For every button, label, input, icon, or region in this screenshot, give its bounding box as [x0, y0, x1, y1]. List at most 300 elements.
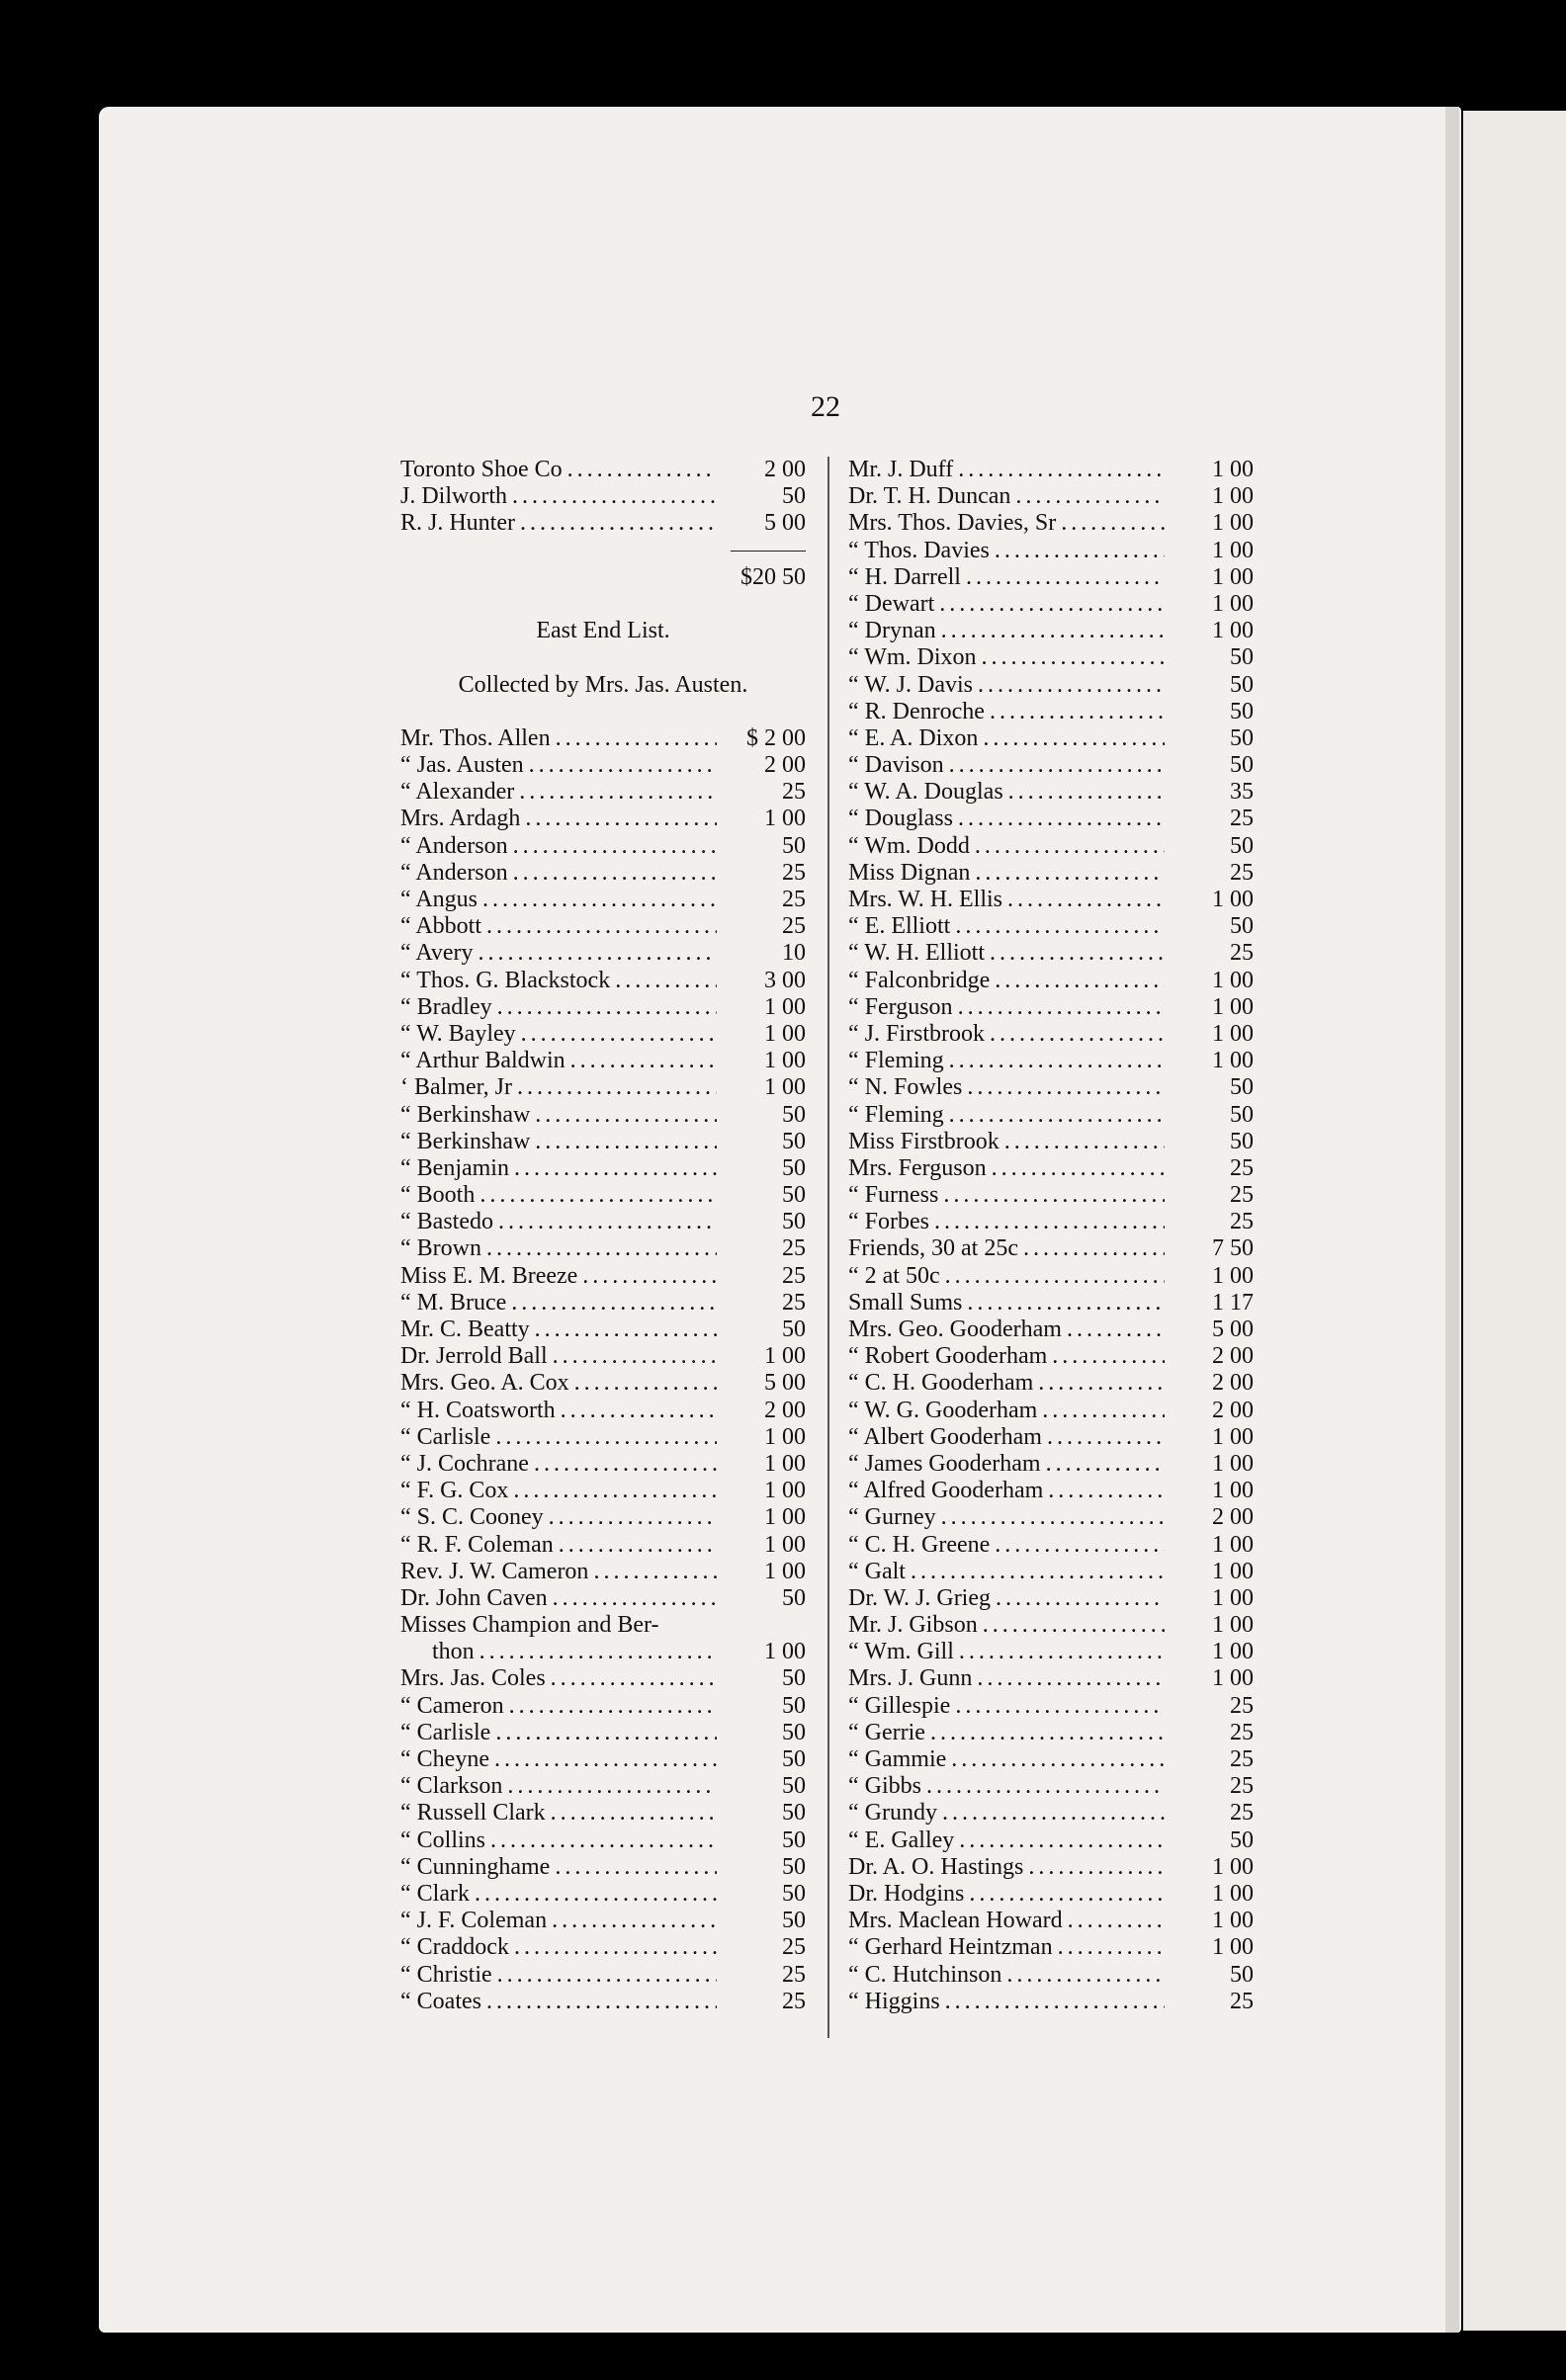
entry-name: “ Cunninghame . . . — [400, 1854, 717, 1881]
entry-amount: 50 — [782, 1827, 806, 1853]
entry-amount: 25 — [1230, 1719, 1254, 1745]
entry-name: “ F. G. Cox . . . — [400, 1478, 717, 1504]
entry-name: Rev. J. W. Cameron . . . — [400, 1559, 717, 1585]
entry-amount: 1 00 — [764, 993, 806, 1020]
entry-name: “ W. G. Gooderham . . . — [848, 1398, 1165, 1424]
entry-amount: 25 — [1230, 1154, 1254, 1181]
list-item — [848, 1048, 1254, 1074]
list-item — [400, 1828, 806, 1854]
entry-amount: 50 — [1230, 1961, 1254, 1988]
total-rule — [731, 551, 806, 552]
entry-amount: 25 — [782, 1289, 806, 1316]
entry-amount: 1 00 — [1212, 993, 1254, 1020]
entry-amount: 25 — [1230, 940, 1254, 967]
entry-name: “ James Gooderham . . . — [848, 1451, 1165, 1478]
list-item — [848, 725, 1254, 752]
entry-name: Dr. A. O. Hastings . . . — [848, 1854, 1165, 1881]
entry-amount: 25 — [1230, 806, 1254, 832]
list-item — [848, 644, 1254, 671]
entry-amount: 1 00 — [764, 806, 806, 832]
entry-name: “ Gibbs . . . — [848, 1773, 1165, 1800]
entry-amount: 5 00 — [764, 510, 806, 537]
entry-name: “ Anderson . . . — [400, 833, 717, 860]
page-edge — [1445, 107, 1459, 2333]
list-item — [400, 1881, 806, 1908]
entry-amount: 1 00 — [1212, 483, 1254, 510]
entry-amount: 1 00 — [1212, 1531, 1254, 1558]
list-item — [400, 1478, 806, 1504]
list-item — [400, 1343, 806, 1370]
column-divider — [827, 457, 829, 2038]
page-number: 22 — [811, 390, 840, 423]
entry-amount: 25 — [782, 859, 806, 886]
entry-amount: 1 00 — [1212, 1558, 1254, 1584]
entry-amount: 25 — [782, 1235, 806, 1262]
entry-amount: 25 — [1230, 1182, 1254, 1209]
list-title: East End List. — [536, 618, 670, 644]
list-item — [400, 1934, 806, 1961]
entry-name: “ Thos. G. Blackstock . . . — [400, 968, 717, 994]
entry-amount: 50 — [782, 1773, 806, 1800]
entry-name: “ Collins . . . — [400, 1828, 717, 1854]
list-item — [848, 1665, 1254, 1692]
entry-name: “ E. Galley . . . — [848, 1828, 1165, 1854]
entry-name: “ W. Bayley . . . — [400, 1021, 717, 1048]
entry-name: thon . . . — [400, 1639, 717, 1665]
entry-name: “ Higgins . . . — [848, 1989, 1165, 2015]
list-item — [400, 1290, 806, 1317]
list-item — [400, 968, 806, 994]
list-item — [848, 1074, 1254, 1101]
list-item — [848, 1962, 1254, 1989]
list-item — [848, 806, 1254, 832]
collected-by: Collected by Mrs. Jas. Austen. — [458, 671, 748, 698]
list-item — [848, 1451, 1254, 1478]
entry-name: “ Falconbridge . . . — [848, 968, 1165, 994]
list-item — [848, 1398, 1254, 1424]
list-item — [848, 1612, 1254, 1639]
left-column — [400, 457, 806, 2015]
list-item — [848, 994, 1254, 1021]
entry-name: “ H. Coatsworth . . . — [400, 1398, 717, 1424]
list-item — [848, 1559, 1254, 1585]
entry-amount: 50 — [782, 1719, 806, 1745]
list-item — [848, 483, 1254, 510]
entry-name: “ Davison . . . — [848, 752, 1165, 779]
entry-name: “ Carlisle . . . — [400, 1424, 717, 1451]
entry-name: “ Arthur Baldwin . . . — [400, 1048, 717, 1074]
list-item — [400, 1639, 806, 1665]
list-item — [848, 1854, 1254, 1881]
entry-name: Small Sums . . . — [848, 1290, 1165, 1317]
list-item — [848, 1639, 1254, 1665]
entry-name: “ C. H. Gooderham . . . — [848, 1370, 1165, 1397]
entry-amount: 25 — [782, 779, 806, 806]
list-item — [400, 1398, 806, 1424]
entry-amount: 1 00 — [1212, 1639, 1254, 1665]
list-item — [400, 1989, 806, 2015]
list-item — [848, 591, 1254, 618]
entry-amount: 1 17 — [1212, 1289, 1254, 1316]
list-item — [848, 1263, 1254, 1290]
list-item — [848, 1343, 1254, 1370]
list-item — [400, 913, 806, 940]
list-item — [848, 940, 1254, 967]
entry-name: “ C. H. Greene . . . — [848, 1532, 1165, 1559]
list-item — [848, 913, 1254, 940]
entry-name: Dr. Jerrold Ball . . . — [400, 1343, 717, 1370]
list-item — [848, 1934, 1254, 1961]
entry-name: “ Ferguson . . . — [848, 994, 1165, 1021]
entry-name: Dr. John Caven . . . — [400, 1585, 717, 1612]
entry-name: “ W. A. Douglas . . . — [848, 779, 1165, 806]
entry-amount: 25 — [782, 1262, 806, 1289]
entry-amount: 1 00 — [1212, 537, 1254, 563]
entry-name: “ Clarkson . . . — [400, 1773, 717, 1800]
entry-name: J. Dilworth . . . — [400, 483, 717, 510]
entry-name: Mrs. Geo. A. Cox . . . — [400, 1370, 717, 1397]
entry-amount: 50 — [782, 1880, 806, 1907]
list-item — [848, 1881, 1254, 1908]
entry-amount: 25 — [782, 1988, 806, 2014]
entry-name: “ Brown . . . — [400, 1235, 717, 1262]
list-item — [848, 672, 1254, 699]
entry-amount: 25 — [782, 913, 806, 940]
list-item — [848, 1182, 1254, 1209]
list-item — [400, 1962, 806, 1989]
entry-amount: 1 00 — [764, 1343, 806, 1370]
entry-name: “ M. Bruce . . . — [400, 1290, 717, 1317]
entry-amount: 50 — [782, 1665, 806, 1692]
next-page-strip — [1463, 111, 1566, 2331]
entry-amount: 50 — [1230, 698, 1254, 724]
entry-amount: 2 00 — [764, 1397, 806, 1423]
entry-amount: 1 00 — [764, 1048, 806, 1074]
entry-amount: 50 — [1230, 832, 1254, 859]
list-item — [400, 1908, 806, 1934]
entry-name: “ C. Hutchinson . . . — [848, 1962, 1165, 1989]
list-item — [400, 1532, 806, 1559]
list-item — [848, 1290, 1254, 1317]
entry-amount: 1 00 — [1212, 1934, 1254, 1961]
list-item — [400, 1021, 806, 1048]
right-column — [848, 457, 1254, 2015]
entry-name: Miss E. M. Breeze . . . — [400, 1263, 717, 1290]
entry-amount: 50 — [782, 1908, 806, 1934]
entry-name: Toronto Shoe Co . . . — [400, 457, 717, 483]
entry-amount: 25 — [1230, 1209, 1254, 1235]
entry-name: “ Bastedo . . . — [400, 1209, 717, 1235]
entry-name: “ Bradley . . . — [400, 994, 717, 1021]
entry-name: “ Booth . . . — [400, 1182, 717, 1209]
entry-amount: 50 — [1230, 644, 1254, 671]
list-item — [400, 1800, 806, 1827]
entry-name: “ W. J. Davis . . . — [848, 672, 1165, 699]
list-item — [400, 806, 806, 832]
list-item — [400, 1235, 806, 1262]
list-item — [848, 887, 1254, 913]
entry-name: Dr. W. J. Grieg . . . — [848, 1585, 1165, 1612]
list-item — [848, 618, 1254, 644]
list-item — [848, 1504, 1254, 1531]
entry-amount: 50 — [782, 1584, 806, 1611]
list-item — [848, 833, 1254, 860]
list-item — [400, 1693, 806, 1720]
entry-name: Mrs. W. H. Ellis . . . — [848, 887, 1165, 913]
list-item — [400, 1209, 806, 1235]
entry-amount: 25 — [782, 887, 806, 912]
list-item — [400, 1585, 806, 1612]
entry-name: “ E. Elliott . . . — [848, 913, 1165, 940]
left-entry-list — [400, 725, 806, 2015]
list-item — [848, 1021, 1254, 1048]
entry-name: “ Albert Gooderham . . . — [848, 1424, 1165, 1451]
entry-amount: 5 00 — [764, 1370, 806, 1397]
list-item — [848, 1746, 1254, 1773]
entry-name: “ Fleming . . . — [848, 1102, 1165, 1129]
list-item — [848, 1370, 1254, 1397]
entry-amount: 2 00 — [1212, 1370, 1254, 1397]
entry-amount: 1 00 — [1212, 1020, 1254, 1047]
entry-name: “ Anderson . . . — [400, 860, 717, 887]
entry-name: Mr. C. Beatty . . . — [400, 1317, 717, 1343]
entry-name: “ Carlisle . . . — [400, 1720, 717, 1746]
list-item — [400, 510, 806, 537]
list-item — [400, 833, 806, 860]
entry-name: “ Gerhard Heintzman . . . — [848, 1934, 1165, 1961]
list-item — [400, 1854, 806, 1881]
entry-name: “ Clark . . . — [400, 1881, 717, 1908]
list-item — [848, 699, 1254, 725]
entry-amount: 1 00 — [764, 1531, 806, 1558]
list-item — [848, 1720, 1254, 1746]
entry-name: Miss Dignan . . . — [848, 860, 1165, 887]
entry-amount: 1 00 — [764, 1558, 806, 1584]
entry-name: “ E. A. Dixon . . . — [848, 725, 1165, 752]
entry-amount: 50 — [1230, 913, 1254, 940]
entry-name: Mrs. J. Gunn . . . — [848, 1665, 1165, 1692]
entry-amount: 1 00 — [1212, 1450, 1254, 1477]
entry-amount: 1 00 — [1212, 887, 1254, 912]
entry-amount: 1 00 — [1212, 457, 1254, 482]
list-item — [848, 564, 1254, 591]
entry-name: “ Galt . . . — [848, 1559, 1165, 1585]
entry-amount: 1 00 — [1212, 618, 1254, 644]
entry-name: Mrs. Thos. Davies, Sr . . . — [848, 510, 1165, 537]
entry-amount: 25 — [1230, 1773, 1254, 1800]
entry-name: Miss Firstbrook . . . — [848, 1129, 1165, 1155]
list-item — [400, 887, 806, 913]
entry-amount: 50 — [1230, 724, 1254, 751]
list-item — [400, 1720, 806, 1746]
entry-name: ‘ Balmer, Jr . . . — [400, 1074, 717, 1101]
entry-name: “ Dewart . . . — [848, 591, 1165, 618]
entry-amount: 1 00 — [1212, 1612, 1254, 1639]
list-item — [848, 1828, 1254, 1854]
spacer — [400, 699, 806, 725]
entry-name: “ Gurney . . . — [848, 1504, 1165, 1531]
entry-amount: 1 00 — [1212, 563, 1254, 590]
spacer — [400, 644, 806, 671]
entry-amount: 1 00 — [1212, 1048, 1254, 1074]
entry-name: “ Gammie . . . — [848, 1746, 1165, 1773]
entry-name: Mr. J. Gibson . . . — [848, 1612, 1165, 1639]
list-item — [848, 1908, 1254, 1934]
entry-name: “ Alexander . . . — [400, 779, 717, 806]
entry-name: “ Wm. Gill . . . — [848, 1639, 1165, 1665]
list-item — [848, 1155, 1254, 1182]
list-item — [400, 860, 806, 887]
entry-name: Friends, 30 at 25c . . . — [848, 1235, 1165, 1262]
entry-name: Mrs. Maclean Howard . . . — [848, 1908, 1165, 1934]
entry-name: “ Angus . . . — [400, 887, 717, 913]
entry-amount: 1 00 — [764, 1423, 806, 1450]
entry-amount: 1 00 — [764, 1020, 806, 1047]
entry-amount: 50 — [782, 1800, 806, 1827]
entry-name: Mrs. Ferguson . . . — [848, 1155, 1165, 1182]
entry-name: “ Cameron . . . — [400, 1693, 717, 1720]
list-item — [400, 1317, 806, 1343]
list-item — [400, 994, 806, 1021]
entry-name: Mr. Thos. Allen . . . — [400, 725, 717, 752]
list-item — [848, 1235, 1254, 1262]
entry-amount: 2 00 — [1212, 1504, 1254, 1531]
entry-name: Mrs. Ardagh . . . — [400, 806, 717, 832]
entry-amount: 50 — [782, 1154, 806, 1181]
entry-amount: 1 00 — [1212, 590, 1254, 617]
entry-amount: 1 00 — [764, 1074, 806, 1101]
entry-amount: 50 — [782, 1692, 806, 1719]
entry-amount: 1 00 — [764, 1478, 806, 1504]
entry-name: Dr. T. H. Duncan . . . — [848, 483, 1165, 510]
entry-amount: 1 00 — [1212, 1665, 1254, 1692]
entry-amount: $ 2 00 — [746, 724, 806, 751]
entry-name: “ J. F. Coleman . . . — [400, 1908, 717, 1934]
entry-amount: 1 00 — [1212, 967, 1254, 993]
entry-amount: 50 — [782, 832, 806, 859]
list-item — [400, 457, 806, 483]
entry-amount: 2 00 — [1212, 1397, 1254, 1423]
entry-amount: 1 00 — [1212, 1584, 1254, 1611]
list-item — [400, 1451, 806, 1478]
entry-name: “ Russell Clark . . . — [400, 1800, 717, 1827]
total-rule-row — [400, 538, 806, 564]
entry-name: “ S. C. Cooney . . . — [400, 1504, 717, 1531]
list-item — [400, 1559, 806, 1585]
entry-name: Mrs. Geo. Gooderham . . . — [848, 1317, 1165, 1343]
entry-name: “ Forbes . . . — [848, 1209, 1165, 1235]
list-item — [848, 1800, 1254, 1827]
list-item — [848, 1317, 1254, 1343]
entry-amount: 1 00 — [1212, 1262, 1254, 1289]
entry-amount: 2 00 — [764, 457, 806, 482]
total-amount: $20 50 — [740, 563, 806, 590]
entry-amount: 25 — [1230, 1800, 1254, 1827]
entry-name: “ Wm. Dixon . . . — [848, 644, 1165, 671]
entry-amount: 1 00 — [764, 1639, 806, 1665]
entry-amount: 50 — [782, 483, 806, 510]
list-item — [848, 1424, 1254, 1451]
entry-amount: 10 — [782, 940, 806, 967]
entry-amount: 1 00 — [1212, 1880, 1254, 1907]
entry-name: “ J. Firstbrook . . . — [848, 1021, 1165, 1048]
entry-amount: 1 00 — [1212, 1478, 1254, 1504]
entry-name: “ Grundy . . . — [848, 1800, 1165, 1827]
entry-amount: 25 — [1230, 859, 1254, 886]
entry-name: “ R. F. Coleman . . . — [400, 1532, 717, 1559]
entry-name: “ R. Denroche . . . — [848, 699, 1165, 725]
entry-amount: 1 00 — [764, 1450, 806, 1477]
entry-name: Mr. J. Duff . . . — [848, 457, 1165, 483]
entry-name: “ N. Fowles . . . — [848, 1074, 1165, 1101]
entry-amount: 1 00 — [764, 1504, 806, 1531]
entry-amount: 7 50 — [1212, 1235, 1254, 1262]
entry-name: “ Robert Gooderham . . . — [848, 1343, 1165, 1370]
right-entry-list — [848, 457, 1254, 2015]
list-item — [400, 1504, 806, 1531]
entry-amount: 35 — [1230, 779, 1254, 806]
list-item — [400, 1746, 806, 1773]
list-item — [848, 1773, 1254, 1800]
entry-name: “ Thos. Davies . . . — [848, 538, 1165, 564]
entry-name: “ J. Cochrane . . . — [400, 1451, 717, 1478]
entry-name: “ Gillespie . . . — [848, 1693, 1165, 1720]
list-item — [400, 940, 806, 967]
list-item — [400, 725, 806, 752]
list-item — [848, 752, 1254, 779]
list-item — [848, 538, 1254, 564]
list-item — [848, 779, 1254, 806]
entry-amount: 50 — [1230, 671, 1254, 698]
list-item — [400, 1370, 806, 1397]
entry-amount: 50 — [782, 1101, 806, 1128]
entry-name: “ Fleming . . . — [848, 1048, 1165, 1074]
entry-amount: 50 — [1230, 752, 1254, 779]
list-item — [400, 1074, 806, 1101]
entry-amount: 1 00 — [1212, 1908, 1254, 1934]
entry-amount: 2 00 — [1212, 1343, 1254, 1370]
entry-amount: 50 — [782, 1317, 806, 1342]
list-item — [400, 483, 806, 510]
list-item — [400, 1263, 806, 1290]
spacer — [400, 591, 806, 618]
entry-amount: 25 — [782, 1961, 806, 1988]
entry-amount: 50 — [782, 1746, 806, 1772]
entry-name: “ Gerrie . . . — [848, 1720, 1165, 1746]
entry-name: “ Christie . . . — [400, 1962, 717, 1989]
list-item — [400, 1102, 806, 1129]
entry-amount: 25 — [1230, 1746, 1254, 1772]
entry-amount: 50 — [782, 1128, 806, 1154]
total-row — [400, 564, 806, 591]
list-item — [848, 1209, 1254, 1235]
list-item — [400, 1665, 806, 1692]
entry-name: “ Berkinshaw . . . — [400, 1129, 717, 1155]
entry-amount: 3 00 — [764, 967, 806, 993]
list-item — [848, 1102, 1254, 1129]
entry-amount: 25 — [1230, 1988, 1254, 2014]
entry-name: “ Coates . . . — [400, 1989, 717, 2015]
entry-name: Mrs. Jas. Coles . . . — [400, 1665, 717, 1692]
list-item — [848, 1532, 1254, 1559]
entry-amount: 25 — [1230, 1692, 1254, 1719]
entry-name: “ Berkinshaw . . . — [400, 1102, 717, 1129]
entry-amount: 1 00 — [1212, 1423, 1254, 1450]
entry-amount: 50 — [1230, 1074, 1254, 1101]
list-item — [848, 968, 1254, 994]
list-item — [400, 1048, 806, 1074]
entry-amount: 25 — [782, 1934, 806, 1961]
